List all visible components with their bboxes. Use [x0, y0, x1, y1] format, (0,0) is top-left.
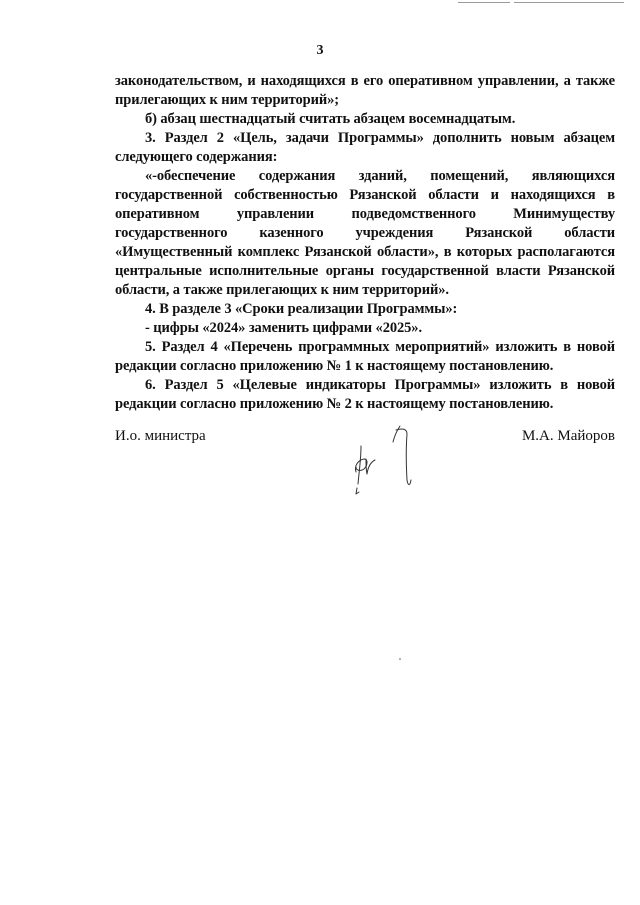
top-rule-right	[514, 2, 624, 3]
paragraph-item-b: б) абзац шестнадцатый считать абзацем восемнадцатым.	[145, 111, 516, 127]
paragraph-item-4: 4. В разделе 3 «Сроки реализации Программы»:	[145, 301, 458, 317]
paragraph-continuation: законодательством, и находящихся в его оперативном управлении, а также прилегающих к ним территорий»;	[115, 73, 615, 108]
paragraph-item-5: 5. Раздел 4 «Перечень программных мероприятий» изложить в новой редакции согласно приложению № 1 к настоящему постановлению.	[115, 339, 615, 374]
paragraph-item-4-dash: - цифры «2024» заменить цифрами «2025».	[145, 320, 422, 336]
paragraph-item-3: 3. Раздел 2 «Цель, задачи Программы» дополнить новым абзацем следующего содержания:	[115, 130, 615, 165]
paragraph-item-6: 6. Раздел 5 «Целевые индикаторы Программы» изложить в новой редакции согласно приложению № 2 к настоящему постановлению.	[115, 377, 615, 412]
handwritten-signature	[340, 412, 430, 507]
signer-title: И.о. министра	[115, 428, 206, 444]
paragraph-quoted-addition: «-обеспечение содержания зданий, помещений, являющихся государственной собственностью Рязанской области и находящихся в оперативном управлении подведомственного Минимуществу государственного казенного учреждения Рязанской области «Имущественный комплекс Рязанской области», в которых располагаются центральные исполнительные органы государственной власти Рязанской области, а также прилегающих к ним территорий».	[115, 168, 615, 298]
signer-name: М.А. Майоров	[521, 428, 615, 444]
document-body	[115, 72, 615, 414]
top-rule-left	[458, 2, 510, 3]
page-number: 3	[316, 43, 324, 58]
scan-speck	[399, 658, 401, 660]
